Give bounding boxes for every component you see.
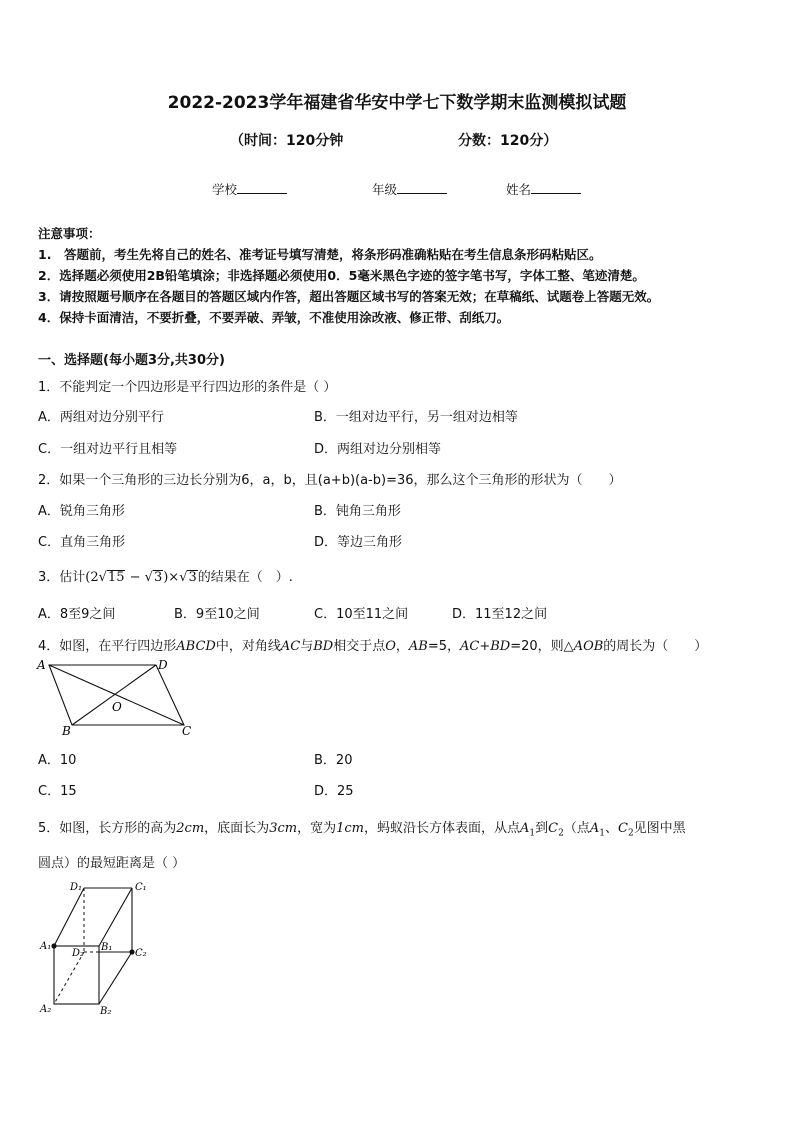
q3-prefix: 3．估计	[38, 570, 86, 585]
grade-label: 年级	[372, 182, 398, 197]
name-field	[506, 180, 581, 198]
q5-a1-sub: 1	[599, 828, 605, 839]
name-label: 姓名	[506, 182, 532, 197]
question-1-stem: 1．不能判定一个四边形是平行四边形的条件是（ ）	[38, 380, 337, 395]
q2-option-b: B．钝角三角形	[314, 504, 401, 519]
question-4-stem	[38, 635, 707, 654]
q3-expr-close: )×	[163, 570, 180, 585]
label-a2: A₂	[40, 1004, 52, 1015]
q1-option-b: B．一组对边平行，另一组对边相等	[314, 410, 518, 425]
note-item: 2．选择题必须使用2B铅笔填涂；非选择题必须使用0．5毫米黑色字迹的签字笔书写，字体工整、笔迹清楚。	[38, 268, 645, 283]
q3-option-c: C．10至11之间	[314, 607, 409, 622]
q3-expr-open: (2	[85, 570, 99, 585]
school-label: 学校	[212, 182, 238, 197]
q4-o: O	[385, 639, 396, 654]
edge-b2-c2	[99, 952, 132, 1004]
label-b1: B₁	[101, 942, 113, 953]
q4-text: ，	[395, 639, 409, 654]
q5-c2: C	[617, 821, 628, 836]
q5-text: ，宽为	[297, 821, 337, 836]
q2-option-c: C．直角三角形	[38, 535, 126, 550]
q3-radicand-3: 3	[188, 570, 197, 585]
q1-option-d: D．两组对边分别相等	[314, 442, 442, 457]
name-blank	[531, 181, 581, 194]
grade-field	[372, 180, 447, 198]
edge-a1-d1	[54, 888, 84, 946]
q4-text: 相交于点	[333, 639, 386, 654]
q4-text: =5，	[427, 639, 461, 654]
q5-a1-sub: 1	[529, 828, 536, 839]
q2-option-d: D．等边三角形	[314, 535, 403, 550]
question-3-stem	[38, 566, 293, 585]
sqrt-sign: √	[98, 570, 107, 585]
note-item: 1. 答题前，考生先将自己的姓名、准考证号填写清楚，将条形码准确粘贴在考生信息条形码粘贴区。	[38, 247, 602, 262]
sqrt-sign: √	[144, 570, 153, 585]
label-d1: D₁	[70, 882, 83, 893]
q1-option-c: C．一组对边平行且相等	[38, 442, 178, 457]
q5-c2-sub: 2	[627, 828, 634, 839]
q2-option-a: A．锐角三角形	[38, 504, 125, 519]
q4-option-c: C．15	[38, 784, 77, 799]
point-c2-dot	[129, 949, 134, 954]
school-field	[212, 180, 287, 198]
q5-height: 2cm	[176, 821, 205, 836]
q5-text: 到	[535, 821, 549, 836]
q3-option-a: A．8至9之间	[38, 607, 116, 622]
q4-option-b: B．20	[314, 753, 353, 768]
q5-text: （点	[563, 821, 590, 836]
question-5-stem-line2: 圆点）的最短距离是（ ）	[38, 856, 186, 871]
q1-option-a: A．两组对边分别平行	[38, 410, 164, 425]
section-heading: 一、选择题(每小题3分,共30分)	[38, 353, 225, 368]
q4-bd: BD	[313, 639, 334, 654]
label-c2: C₂	[135, 948, 147, 959]
q5-text: 、	[604, 821, 618, 836]
q4-text: 中，对角线	[215, 639, 281, 654]
parallelogram-figure	[34, 655, 204, 741]
q4-text: 4．如图，在平行四边形	[38, 639, 177, 654]
q3-minus: −	[125, 570, 145, 585]
label-c1: C₁	[135, 882, 147, 893]
q5-a1: A	[589, 821, 600, 836]
q5-c2: C	[548, 821, 559, 836]
question-2-stem: 2．如果一个三角形的三边长分别为6，a，b，且(a+b)(a-b)=36，那么这个三角形的形状为（ ）	[38, 473, 622, 488]
vertex-b-label: B	[62, 724, 71, 738]
q5-text: ，蚂蚁沿长方体表面，从点	[363, 821, 520, 836]
q5-text: ，底面长为	[204, 821, 270, 836]
note-item: 4．保持卡面清洁，不要折叠，不要弄破、弄皱，不准使用涂改液、修正带、刮纸刀。	[38, 310, 510, 325]
label-d2: D₂	[72, 948, 85, 959]
q3-radicand-1: 15	[107, 570, 125, 585]
exam-score: 分数：120分）	[458, 133, 558, 149]
school-blank	[237, 181, 287, 194]
label-b2: B₂	[100, 1006, 112, 1017]
point-o-label: O	[112, 700, 122, 714]
page-title: 2022-2023学年福建省华安中学七下数学期末监测模拟试题	[167, 93, 627, 113]
q3-option-d: D．11至12之间	[452, 607, 548, 622]
q5-c2-sub: 2	[558, 828, 564, 839]
diagonal-bd	[72, 665, 156, 725]
cuboid-figure	[36, 878, 156, 1020]
vertex-c-label: C	[182, 724, 192, 738]
q5-text: 5．如图，长方形的高为	[38, 821, 177, 836]
q5-width: 1cm	[336, 821, 364, 836]
note-item: 3．请按照题号顺序在各题目的答题区域内作答，超出答题区域书写的答案无效；在草稿纸、试题卷上答题无效。	[38, 289, 660, 304]
q3-radicand-2: 3	[153, 570, 163, 585]
hidden-edge-d2-a2	[54, 952, 84, 1004]
q5-text: 见图中黑	[633, 821, 686, 836]
q3-option-b: B．9至10之间	[174, 607, 260, 622]
point-a1-dot	[51, 943, 56, 948]
q4-acbd: AC+BD	[460, 639, 511, 654]
q4-ab: AB	[408, 639, 428, 654]
grade-blank	[397, 181, 447, 194]
q4-text: =20，则△	[510, 639, 574, 654]
q3-suffix: 的结果在（ ）.	[197, 570, 293, 585]
label-a1: A₁	[40, 941, 52, 952]
question-5-stem	[38, 817, 686, 839]
sqrt-sign: √	[179, 570, 188, 585]
q4-text: 的周长为（ ）	[603, 639, 708, 654]
q5-a1: A	[520, 821, 530, 836]
notes-heading: 注意事项：	[38, 226, 101, 241]
q5-length: 3cm	[269, 821, 298, 836]
q4-ac: AC	[280, 639, 301, 654]
exam-time: （时间：120分钟	[230, 133, 344, 149]
q4-option-d: D．25	[314, 784, 354, 799]
q4-option-a: A．10	[38, 753, 77, 768]
diagonal-ac	[49, 665, 184, 725]
vertex-a-label: A	[37, 658, 46, 672]
edge-b1-c1	[99, 888, 132, 946]
vertex-d-label: D	[158, 658, 168, 672]
q4-abcd: ABCD	[176, 639, 216, 654]
q4-aob: AOB	[573, 639, 604, 654]
q4-text: 与	[300, 639, 314, 654]
